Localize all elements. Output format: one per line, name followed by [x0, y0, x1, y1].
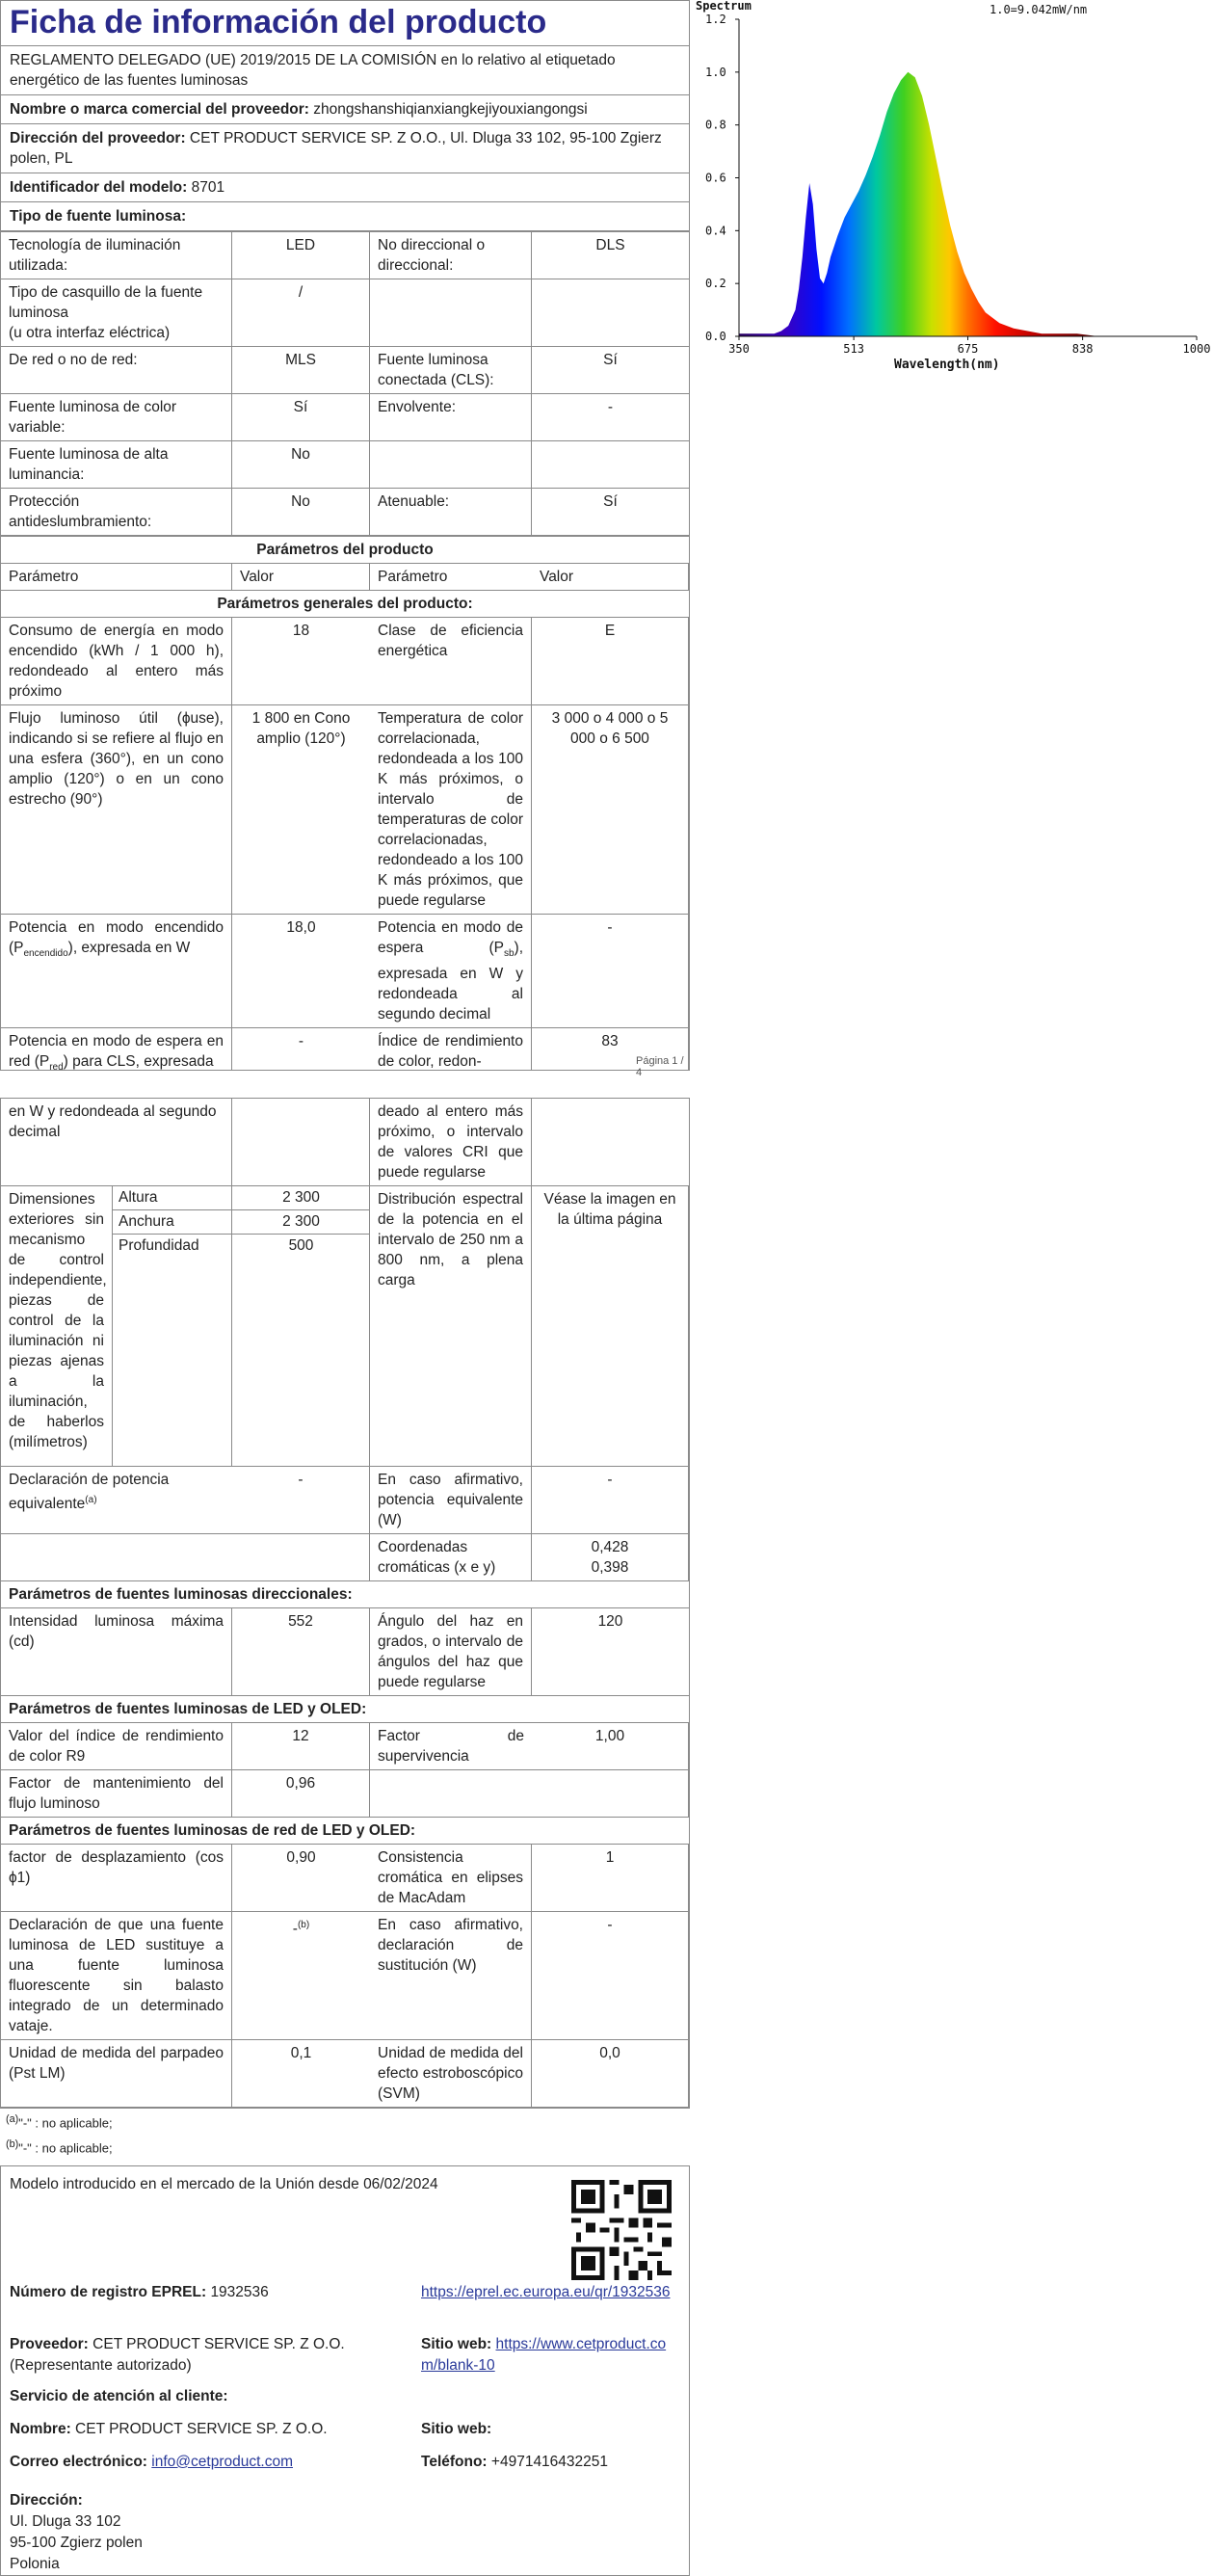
replace-w-label: En caso afirmativo, declaración de sustitución (W) — [370, 1912, 532, 2040]
params-table-continued — [0, 1098, 690, 2108]
type-table — [0, 231, 690, 536]
type-row-value: Sí — [232, 394, 370, 441]
general-params-title: Parámetros generales del producto: — [1, 591, 689, 618]
type-row-label — [370, 441, 532, 489]
replace-w-value: - — [532, 1912, 689, 2040]
replace-label: Declaración de que una fuente luminosa de LED sustituye a una fuente luminosa fluorescente sin balasto integrado de un determinado vataje. — [1, 1912, 232, 2040]
email-link[interactable]: info@cetproduct.com — [151, 2453, 293, 2470]
dimensions-block — [1, 1186, 370, 1467]
params-table — [0, 536, 690, 1071]
dim-value: 500 — [288, 1237, 314, 1255]
supplier-address-value: CET PRODUCT SERVICE SP. Z O.O., Ul. Dluga 33 102, 95-100 Zgierz polen, PL — [10, 130, 662, 167]
supplier-name-label: Nombre o marca comercial del proveedor: — [10, 101, 309, 118]
dim-name: Anchura — [113, 1210, 232, 1235]
market-date: Modelo introducido en el mercado de la Unión desde 06/02/2024 — [10, 2175, 438, 2192]
type-row-value: LED — [232, 232, 370, 279]
power-on-value: 18,0 — [232, 915, 370, 1028]
dim-value: 2 300 — [232, 1186, 370, 1210]
replace-value: -$^{(b)}$ — [232, 1912, 370, 2040]
svm-label: Unidad de medida del efecto estroboscópico (SVM) — [370, 2040, 532, 2108]
macadam-value: 1 — [532, 1845, 689, 1912]
param-value: E — [532, 618, 689, 705]
led-title: Parámetros de fuentes luminosas de LED y OLED: — [1, 1696, 689, 1723]
x-tick-label: 675 — [957, 342, 979, 356]
type-row-value: Sí — [532, 489, 689, 536]
chroma-values: 0,428 0,398 — [532, 1534, 689, 1581]
col-header-param: Parámetro — [370, 564, 532, 591]
chart-title: Spectrum — [696, 0, 752, 13]
x-tick-label: 1000 — [1182, 342, 1211, 356]
web-row: Sitio web: https://www.cetproduct.com/blank-10 — [421, 2335, 667, 2374]
cosphi-label: factor de desplazamiento (cos ϕ1) — [1, 1845, 232, 1912]
type-row-value: No — [232, 489, 370, 536]
col-header-param: Parámetro — [1, 564, 232, 591]
chart-annotation: 1.0=9.042mW/nm — [990, 3, 1088, 16]
model-row — [1, 173, 689, 202]
page-number: Página 1 / 4 — [636, 1055, 684, 1078]
supplier-address-label: Dirección del proveedor: — [10, 130, 186, 146]
mains-title: Parámetros de fuentes luminosas de red de LED y OLED: — [1, 1818, 689, 1845]
param-label: Clase de eficiencia energética — [370, 618, 532, 705]
param-label: Flujo luminoso útil (ϕuse), indicando si se refiere al flujo en una esfera (360°), en un cono amplio (120°) o en un cono estrecho (90°) — [1, 705, 232, 915]
service-title: Servicio de atención al cliente: — [10, 2387, 228, 2404]
equiv-w-label: En caso afirmativo, potencia equivalente (W) — [370, 1467, 532, 1534]
directional-title: Parámetros de fuentes luminosas direccionales: — [1, 1581, 689, 1608]
phone-row: Teléfono: +4971416432251 — [421, 2453, 609, 2470]
footnote-b: $^{(b)}$"-" : no aplicable; — [6, 2138, 113, 2156]
dim-name: Profundidad — [113, 1235, 232, 1466]
r9-label: Valor del índice de rendimiento de color R9 — [1, 1723, 232, 1770]
macadam-label: Consistencia cromática en elipses de MacAdam — [370, 1845, 532, 1912]
eprel-link[interactable]: https://eprel.ec.europa.eu/qr/1932536 — [421, 2283, 671, 2300]
standby-label: Potencia en modo de espera $(P_{sb})$, expresada en W y redondeada al segundo decimal — [370, 915, 532, 1028]
type-row-value: No — [232, 441, 370, 489]
cosphi-value: 0,90 — [232, 1845, 370, 1912]
service-name-row: Nombre: CET PRODUCT SERVICE SP. Z O.O. — [10, 2420, 328, 2437]
standby-value: - — [532, 915, 689, 1028]
y-tick-label: 0.6 — [705, 171, 726, 185]
type-row-value: MLS — [232, 347, 370, 394]
param-label: Consumo de energía en modo encendido (kWh / 1 000 h), redondeado al entero más próximo — [1, 618, 232, 705]
supplier-name-row — [1, 95, 689, 124]
type-row-value — [532, 441, 689, 489]
type-row-value: - — [532, 394, 689, 441]
type-row-label: Tipo de casquillo de la fuente luminosa (u otra interfaz eléctrica) — [1, 279, 232, 347]
survival-value: 1,00 — [532, 1723, 689, 1770]
maint-value: 0,96 — [232, 1770, 370, 1818]
y-tick-label: 0.8 — [705, 118, 726, 132]
equiv-value: - — [232, 1467, 370, 1534]
param-value: 3 000 o 4 000 o 5 000 o 6 500 — [532, 705, 689, 915]
r9-value: 12 — [232, 1723, 370, 1770]
model-value: 8701 — [191, 179, 225, 196]
type-row-label: De red o no de red: — [1, 347, 232, 394]
intensity-label: Intensidad luminosa máxima (cd) — [1, 1608, 232, 1696]
header-box — [0, 0, 690, 231]
footnote-a: $^{(a)}$"-" : no aplicable; — [6, 2113, 113, 2131]
dim-name: Altura — [113, 1186, 232, 1210]
survival-label: Factor de supervivencia — [370, 1723, 532, 1770]
type-row-sublabel: (u otra interfaz eléctrica) — [9, 325, 171, 341]
qr-code-icon — [571, 2180, 672, 2280]
spd-value: Véase la imagen en la última página — [532, 1186, 689, 1467]
x-tick-label: 838 — [1071, 342, 1094, 356]
footer-box — [0, 2165, 690, 2576]
supplier-address-row — [1, 124, 689, 173]
net-standby-label-cont: en W y redondeada al segundo decimal — [1, 1099, 232, 1186]
y-tick-label: 1.2 — [705, 13, 726, 26]
flicker-value: 0,1 — [232, 2040, 370, 2108]
beam-label: Ángulo del haz en grados, o intervalo de ángulos del haz que puede regularse — [370, 1608, 532, 1696]
spectrum-chart — [696, 0, 1214, 378]
spd-label: Distribución espectral de la potencia en el intervalo de 250 nm a 800 nm, a plena carga — [370, 1186, 532, 1467]
page-title: Ficha de información del producto — [1, 1, 689, 46]
dim-value: 2 300 — [232, 1210, 370, 1235]
type-row-label — [370, 279, 532, 347]
x-axis-label: Wavelength(nm) — [894, 358, 1000, 372]
chroma-label: Coordenadas cromáticas (x e y) — [370, 1534, 532, 1581]
type-row-value: DLS — [532, 232, 689, 279]
y-tick-label: 1.0 — [705, 65, 726, 79]
y-tick-label: 0.2 — [705, 277, 726, 291]
svm-value: 0,0 — [532, 2040, 689, 2108]
cri-value: 83 — [532, 1028, 689, 1071]
flicker-label: Unidad de medida del parpadeo (Pst LM) — [1, 2040, 232, 2108]
type-row-label: Fuente luminosa conectada (CLS): — [370, 347, 532, 394]
param-value: 18 — [232, 618, 370, 705]
supplier-name-value: zhongshanshiqianxiangkejiyouxiangongsi — [313, 101, 588, 118]
maint-label: Factor de mantenimiento del flujo luminoso — [1, 1770, 232, 1818]
eprel-row: Número de registro EPREL: 1932536 — [10, 2283, 269, 2300]
regulation-text: REGLAMENTO DELEGADO (UE) 2019/2015 DE LA COMISIÓN en lo relativo al etiquetado energético de las fuentes luminosas — [1, 46, 689, 95]
net-standby-label: Potencia en modo de espera en red $(P_{red})$ para CLS, expresada — [1, 1028, 232, 1071]
service-web-label: Sitio web: — [421, 2420, 492, 2437]
model-label: Identificador del modelo: — [10, 179, 188, 196]
type-row-value — [532, 279, 689, 347]
x-tick-label: 350 — [728, 342, 750, 356]
intensity-value: 552 — [232, 1608, 370, 1696]
net-standby-value: - — [232, 1028, 370, 1071]
equiv-w-value: - — [532, 1467, 689, 1534]
dimensions-label: Dimensiones exteriores sin mecanismo de control independiente, piezas de control de la iluminación ni piezas ajenas a la iluminación, de haberlos (milímetros) — [1, 1186, 113, 1466]
type-row-label: Fuente luminosa de color variable: — [1, 394, 232, 441]
power-on-label: Potencia en modo encendido $(P_{encendido})$, expresada en W — [1, 915, 232, 1028]
type-heading: Tipo de fuente luminosa: — [1, 202, 689, 231]
y-tick-label: 0.0 — [705, 330, 726, 343]
type-row-label: No direccional o direccional: — [370, 232, 532, 279]
type-row-label: Tecnología de iluminación utilizada: — [1, 232, 232, 279]
params-section-title: Parámetros del producto — [1, 537, 689, 564]
param-value: 1 800 en Cono amplio (120°) — [232, 705, 370, 915]
type-row-value: / — [232, 279, 370, 347]
web-link[interactable]: https://www.cetproduct.com/blank-10 — [421, 2335, 667, 2374]
type-row-value: Sí — [532, 347, 689, 394]
y-tick-label: 0.4 — [705, 224, 726, 238]
email-row: Correo electrónico: info@cetproduct.com — [10, 2453, 293, 2470]
address-block: Dirección: Ul. Dluga 33 102 95-100 Zgierz polen Polonia — [10, 2491, 143, 2572]
type-row-label: Protección antideslumbramiento: — [1, 489, 232, 536]
equiv-label: Declaración de potencia equivalente$^{(a)}$ — [1, 1467, 232, 1534]
col-header-value: Valor — [232, 564, 370, 591]
beam-value: 120 — [532, 1608, 689, 1696]
type-row-label: Atenuable: — [370, 489, 532, 536]
type-row-label: Fuente luminosa de alta luminancia: — [1, 441, 232, 489]
col-header-value: Valor — [532, 564, 689, 591]
x-tick-label: 513 — [843, 342, 864, 356]
spectrum-fill — [739, 72, 1197, 336]
cri-label-cont: deado al entero más próximo, o intervalo de valores CRI que puede regularse — [370, 1099, 532, 1186]
supplier-row: Proveedor: CET PRODUCT SERVICE SP. Z O.O. (Representante autorizado) — [10, 2335, 345, 2374]
param-label: Temperatura de color correlacionada, redondeada a los 100 K más próximos, o intervalo de temperaturas de color correlacionadas, redondeado a los 100 K más próximos, que puede regularse — [370, 705, 532, 915]
type-row-label: Envolvente: — [370, 394, 532, 441]
cri-label: Índice de rendimiento de color, redon- — [370, 1028, 532, 1071]
